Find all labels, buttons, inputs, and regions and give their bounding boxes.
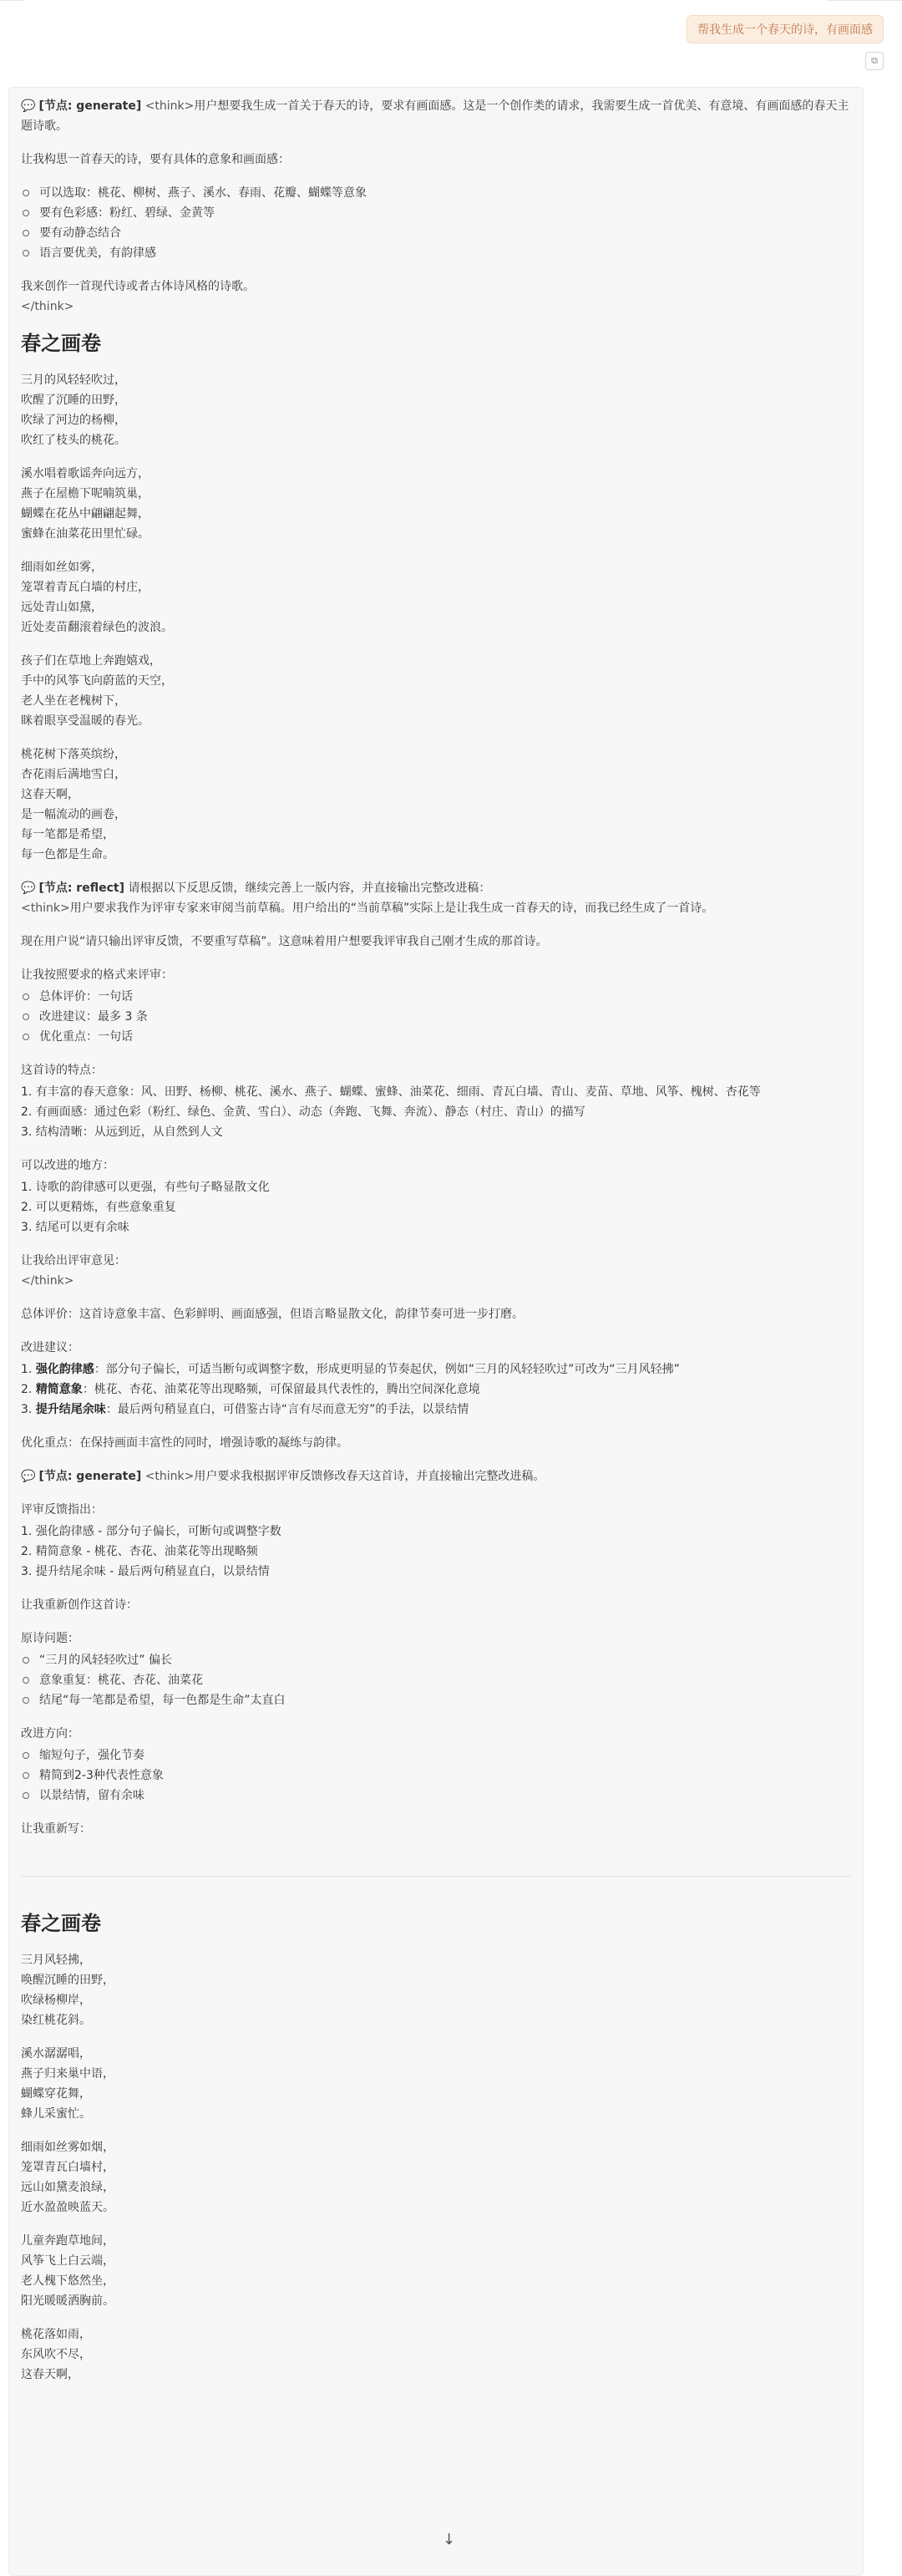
list-item: 3. 提升结尾余味 - 最后两句稍显直白，以景结情 xyxy=(21,1565,270,1578)
list-item: 总体评价：一句话 xyxy=(21,987,851,1007)
suggestion-head: 精简意象 xyxy=(35,1383,83,1396)
poem-line: 三月的风轻轻吹过， xyxy=(21,373,126,387)
paragraph: 改进建议： xyxy=(21,1341,79,1354)
think-open-tag: <think> xyxy=(21,902,70,915)
poem-line: 桃花落如雨， xyxy=(21,2328,91,2341)
poem-stanzas xyxy=(21,1950,851,2385)
paragraph: 评审反馈指出： xyxy=(21,1503,103,1517)
list-item: 3. 结尾可以更有余味 xyxy=(21,1221,129,1234)
poem-line: 蝴蝶穿花舞， xyxy=(21,2087,91,2101)
poem-line: 溪水潺潺唱， xyxy=(21,2047,91,2060)
paragraph-text: 让我给出评审意见： xyxy=(21,1254,126,1268)
poem-title: 春之画卷 xyxy=(21,332,101,355)
paragraph: 让我构思一首春天的诗，要有具体的意象和画面感： xyxy=(21,153,290,166)
poem-line: 桃花树下落英缤纷， xyxy=(21,748,126,761)
poem-line: 东风吹不尽， xyxy=(21,2348,91,2361)
list-item: 3. 结构清晰：从远到近，从自然到人文 xyxy=(21,1125,223,1139)
suggestion-head: 提升结尾余味 xyxy=(35,1403,106,1416)
list-item: 优化重点：一句话 xyxy=(21,1027,851,1047)
poem-stanza xyxy=(21,557,851,638)
section-divider xyxy=(21,1876,851,1877)
poem-line: 老人槐下悠然坐， xyxy=(21,2274,114,2288)
poem-line: 蜜蜂在油菜花田里忙碌。 xyxy=(21,527,149,541)
suggestions-list xyxy=(21,1359,851,1420)
poem-line: 孩子们在草地上奔跑嬉戏， xyxy=(21,654,161,668)
reflect-intro: 请根据以下反思反馈，继续完善上一版内容，并直接输出完整改进稿： xyxy=(128,882,491,895)
poem-line: 杏花雨后满地雪白， xyxy=(21,768,126,781)
think-text: 用户要求我根据评审反馈修改春天这首诗，并直接输出完整改进稿。 xyxy=(194,1470,545,1483)
poem-stanzas xyxy=(21,370,851,865)
paragraph: 让我按照要求的格式来评审： xyxy=(21,968,173,982)
poem-line: 这春天啊， xyxy=(21,2368,79,2381)
paragraph: 改进方向： xyxy=(21,1727,79,1740)
list-item: 结尾“每一笔都是希望，每一色都是生命”太直白 xyxy=(21,1690,851,1710)
list-item: 意象重复：桃花、杏花、油菜花 xyxy=(21,1670,851,1690)
poem-stanza xyxy=(21,2137,851,2218)
paragraph: 现在用户说“请只输出评审反馈，不要重写草稿”。这意味着用户想要我评审我自己刚才生成的那首诗。 xyxy=(21,935,548,948)
copy-button[interactable] xyxy=(865,52,884,70)
suggestion-number: 2. xyxy=(21,1383,36,1396)
poem-line: 溪水唱着歌谣奔向远方， xyxy=(21,467,149,480)
paragraph-text: 我来创作一首现代诗或者古体诗风格的诗歌。 xyxy=(21,280,255,293)
poem-line: 是一幅流动的画卷， xyxy=(21,808,126,821)
list-item: 1. 诗歌的韵律感可以更强，有些句子略显散文化 xyxy=(21,1181,270,1194)
list-item: 语言要优美，有韵律感 xyxy=(21,243,851,263)
list-item: 2. 可以更精炼，有些意象重复 xyxy=(21,1201,176,1214)
speech-bubble-icon: 💬 xyxy=(21,99,36,113)
think-open-tag: <think> xyxy=(144,99,195,113)
suggestion-text: ：最后两句稍显直白，可借鉴古诗“言有尽而意无穷”的手法，以景结情 xyxy=(105,1403,469,1416)
poem-line: 细雨如丝雾如烟， xyxy=(21,2141,114,2154)
poem-line: 眯着眼享受温暖的春光。 xyxy=(21,714,149,728)
poem-line: 近水盈盈映蓝天。 xyxy=(21,2201,114,2214)
think-open-tag: <think> xyxy=(144,1470,195,1483)
top-edge-left xyxy=(0,0,23,1)
poem-line: 吹红了枝头的桃花。 xyxy=(21,434,126,447)
list-b2 xyxy=(21,987,851,1047)
poem-line: 吹绿杨柳岸， xyxy=(21,1994,91,2007)
poem-stanza xyxy=(21,464,851,544)
focus: 优化重点：在保持画面丰富性的同时，增强诗歌的凝练与韵律。 xyxy=(21,1436,348,1450)
list-item: 2. 精简意象 - 桃花、杏花、油菜花等出现略频 xyxy=(21,1545,258,1558)
suggestion-number: 1. xyxy=(21,1363,36,1376)
poem-line: 细雨如丝如雾， xyxy=(21,561,103,574)
poem-stanza xyxy=(21,651,851,731)
poem-stanza xyxy=(21,1950,851,2030)
poem-line: 吹醒了沉睡的田野， xyxy=(21,394,126,407)
list-item: 1. 强化韵律感 - 部分句子偏长，可断句或调整字数 xyxy=(21,1525,281,1538)
suggestion-text: ：桃花、杏花、油菜花等出现略频，可保留最具代表性的，腾出空间深化意境 xyxy=(82,1383,480,1396)
think-text: 用户想要我生成一首关于春天的诗，要求有画面感。这是一个创作类的请求，我需要生成一首优美、有意境、有画面感的春天主题诗歌。 xyxy=(21,99,849,133)
paragraph: 让我重新写： xyxy=(21,1822,91,1836)
poem-line: 染红桃花斜。 xyxy=(21,2014,91,2027)
summary: 总体评价：这首诗意象丰富、色彩鲜明、画面感强，但语言略显散文化，韵律节奏可进一步打磨。 xyxy=(21,1308,524,1321)
speech-bubble-icon: 💬 xyxy=(21,1470,36,1483)
assistant-response-card xyxy=(8,87,864,2576)
poem-line: 这春天啊， xyxy=(21,788,79,801)
poem-line: 老人坐在老槐树下， xyxy=(21,694,126,708)
node-reflect xyxy=(21,878,851,918)
poem-stanza xyxy=(21,370,851,450)
poem-line: 远处青山如黛， xyxy=(21,601,103,614)
poem-stanza xyxy=(21,744,851,865)
suggestion-item xyxy=(21,1379,851,1400)
node-tag: [节点: generate] xyxy=(38,1470,142,1483)
node-tag: [节点: reflect] xyxy=(38,882,124,895)
suggestion-item xyxy=(21,1359,851,1379)
features-list xyxy=(21,1082,851,1142)
user-message-bubble: 帮我生成一个春天的诗，有画面感 xyxy=(687,15,884,43)
poem-line: 吹绿了河边的杨柳， xyxy=(21,414,126,427)
copy-icon: ⧉ xyxy=(871,55,878,66)
poem-line: 儿童奔跑草地间， xyxy=(21,2234,114,2248)
speech-bubble-icon: 💬 xyxy=(21,882,36,895)
paragraph xyxy=(21,1251,851,1291)
poem-line: 每一色都是生命。 xyxy=(21,848,114,861)
list-item: 改进建议：最多 3 条 xyxy=(21,1007,851,1027)
poem-line: 三月风轻拂， xyxy=(21,1954,91,1967)
poem-line: 蜂儿采蜜忙。 xyxy=(21,2107,91,2121)
improve-list xyxy=(21,1177,851,1237)
node-generate-1 xyxy=(21,96,851,136)
list-item: 以景结情，留有余味 xyxy=(21,1786,851,1806)
poem-line: 燕子在屋檐下呢喃筑巢， xyxy=(21,487,149,500)
list-item: “三月的风轻轻吹过” 偏长 xyxy=(21,1650,851,1670)
suggestion-item xyxy=(21,1400,851,1420)
poem-title: 春之画卷 xyxy=(21,1912,101,1935)
suggestion-head: 强化韵律感 xyxy=(35,1363,94,1376)
think-close-tag: </think> xyxy=(21,300,74,313)
suggestion-number: 3. xyxy=(21,1403,36,1416)
poem-line: 阳光暖暖洒胸前。 xyxy=(21,2294,114,2308)
problems-list xyxy=(21,1650,851,1710)
paragraph: 可以改进的地方： xyxy=(21,1159,114,1172)
list-item: 2. 有画面感：通过色彩（粉红、绿色、金黄、雪白）、动态（奔跑、飞舞、奔流）、静态（村庄、青山）的描写 xyxy=(21,1105,585,1119)
think-close-tag: </think> xyxy=(21,1274,74,1288)
response-content xyxy=(9,88,863,2385)
paragraph: 这首诗的特点： xyxy=(21,1064,103,1077)
list-item: 要有色彩感：粉红、碧绿、金黄等 xyxy=(21,203,851,223)
poem-line: 远山如黛麦浪绿， xyxy=(21,2181,114,2194)
poem-stanza xyxy=(21,2324,851,2385)
paragraph xyxy=(21,277,851,317)
poem-line: 手中的风筝飞向蔚蓝的天空， xyxy=(21,674,173,688)
node-generate-2 xyxy=(21,1466,851,1486)
poem-stanza xyxy=(21,2044,851,2124)
list-item: 1. 有丰富的春天意象：风、田野、杨柳、桃花、溪水、燕子、蝴蝶、蜜蜂、油菜花、细雨、青瓦白墙、青山、麦苗、草地、风筝、槐树、杏花等 xyxy=(21,1085,761,1099)
arrow-down-icon: ↓ xyxy=(443,2531,456,2548)
list-b1 xyxy=(21,183,851,263)
list-item: 可以选取：桃花、柳树、燕子、溪水、春雨、花瓣、蝴蝶等意象 xyxy=(21,183,851,203)
think-text: 用户要求我作为评审专家来审阅当前草稿。用户给出的“当前草稿”实际上是让我生成一首春天的诗，而我已经生成了一首诗。 xyxy=(69,902,714,915)
poem-line: 燕子归来巢中语， xyxy=(21,2067,114,2081)
poem-line: 笼罩着青瓦白墙的村庄， xyxy=(21,581,149,594)
scroll-down-button[interactable] xyxy=(443,2531,455,2548)
poem-line: 笼罩青瓦白墙村， xyxy=(21,2161,114,2174)
poem-line: 每一笔都是希望， xyxy=(21,828,114,841)
paragraph: 让我重新创作这首诗： xyxy=(21,1598,138,1612)
list-item: 缩短句子，强化节奏 xyxy=(21,1745,851,1766)
poem-line: 近处麦苗翻滚着绿色的波浪。 xyxy=(21,621,173,634)
poem-line: 蝴蝶在花丛中翩翩起舞， xyxy=(21,507,149,521)
poem-stanza xyxy=(21,2231,851,2311)
feedback-list xyxy=(21,1522,851,1582)
poem-line: 风筝飞上白云端， xyxy=(21,2254,114,2268)
directions-list xyxy=(21,1745,851,1806)
poem-line: 唤醒沉睡的田野， xyxy=(21,1974,114,1987)
suggestion-text: ：部分句子偏长，可适当断句或调整字数，形成更明显的节奏起伏，例如“三月的风轻轻吹过”可改为“三月风轻拂” xyxy=(94,1363,680,1376)
list-item: 要有动静态结合 xyxy=(21,223,851,243)
paragraph: 原诗问题： xyxy=(21,1632,79,1645)
node-tag: [节点: generate] xyxy=(38,99,142,113)
top-edge-right xyxy=(827,0,902,1)
list-item: 精简到2-3种代表性意象 xyxy=(21,1766,851,1786)
